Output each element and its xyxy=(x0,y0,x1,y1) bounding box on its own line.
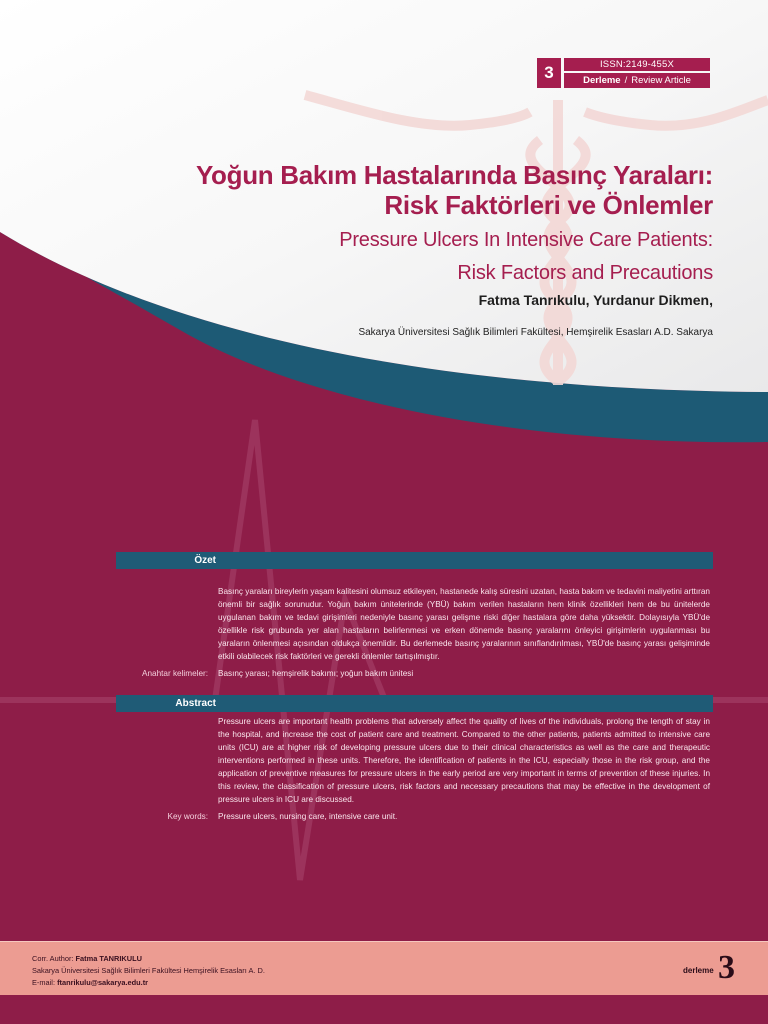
abstract-keywords-label: Key words: xyxy=(167,812,208,821)
email-label: E-mail: xyxy=(32,978,58,987)
abstract-heading-bar xyxy=(116,695,713,712)
page-number: 3 xyxy=(718,949,735,986)
ozet-keywords: Basınç yarası; hemşirelik bakımı; yoğun bakım ünitesi xyxy=(218,669,414,678)
abstract-keywords: Pressure ulcers, nursing care, intensive care unit. xyxy=(218,812,398,821)
title-tr-line1: Yoğun Bakım Hastalarında Basınç Yaraları: xyxy=(195,160,713,190)
title-english xyxy=(153,224,713,290)
article-type-separator: / xyxy=(624,75,628,86)
title-en-line1: Pressure Ulcers In Intensive Care Patients: xyxy=(339,229,713,251)
email-link[interactable]: ftanrikulu@sakarya.edu.tr xyxy=(57,978,149,987)
section-word: derleme xyxy=(683,966,714,975)
footer-email-line xyxy=(32,978,148,987)
abstract-text: Pressure ulcers are important health problems that adversely affect the quality of lives of the individuals, prolong the length of stay in the hospital, and increase the cost of patient care and treatment. Compared to the other patients, patients admitted to intensive care units (ICU) are at higher risk of developing pressure ulcers due to their clinical characteristics as well as the care and therapeutic interventions performed in these units. Therefore, the identification of patients in the ICU, especially those in the risk group, and the application of preventive measures for pressure ulcers in the early period are very important in terms of prevention of these injuries. In this review, the classification of pressure ulcers, risk factors and necessary precautions that may be effective in the development of pressure ulcers in ICU are discussed. xyxy=(218,717,710,804)
ozet-heading-bar xyxy=(116,552,713,569)
article-type-en: Review Article xyxy=(631,75,691,86)
authors: Fatma Tanrıkulu, Yurdanur Dikmen, xyxy=(478,292,713,308)
footer-address: Sakarya Üniversitesi Sağlık Bilimleri Fakültesi Hemşirelik Esasları A. D. xyxy=(32,966,265,975)
article-type-label xyxy=(564,73,710,88)
corr-name: Fatma TANRIKULU xyxy=(75,954,142,963)
ozet-text: Basınç yaraları bireylerin yaşam kalitesini olumsuz etkileyen, hastanede kalış süresini uzatan, hasta bakım ve tedavini maliyetini arttıran önemli bir sağlık sorunudur. Yoğun bakım ünitelerinde (YBÜ) bakım verilen hastaların hem klinik özellikleri hem de bu ünitelerde uygulanan bakım ve tedavi girişimleri nedeniyle basınç yarası gelişme riski diğer hastalara göre daha yüksektir. Dolayısıyla YBÜ'de özellikle risk grubunda yer alan hastaların belirlenmesi ve erken dönemde basınç yaralarını önleyici girişimlerin uygulanması bu yaraların önlenmesi açısından oldukça önemlidir. Bu derlemede basınç yaralarının sınıflandırılması, YBÜ'de basınç yarası gelişiminde etkili olabilecek risk faktörleri ve gerekli önlemler tartışılmıştır. xyxy=(218,587,710,661)
article-type-tr: Derleme xyxy=(583,75,621,86)
abstract-heading: Abstract xyxy=(175,698,216,709)
title-tr-line2: Risk Faktörleri ve Önlemler xyxy=(384,190,713,220)
article-number-badge: 3 xyxy=(537,58,561,88)
title-en-line2: Risk Factors and Precautions xyxy=(457,262,713,284)
ozet-heading: Özet xyxy=(194,555,216,566)
affiliation: Sakarya Üniversitesi Sağlık Bilimleri Fakültesi, Hemşirelik Esasları A.D. Sakarya xyxy=(358,327,713,338)
footer-corr-author xyxy=(32,954,142,963)
title-turkish xyxy=(153,160,713,220)
corr-label: Corr. Author: xyxy=(32,954,76,963)
ozet-keywords-label: Anahtar kelimeler: xyxy=(142,669,208,678)
issn-label: ISSN:2149-455X xyxy=(564,58,710,71)
